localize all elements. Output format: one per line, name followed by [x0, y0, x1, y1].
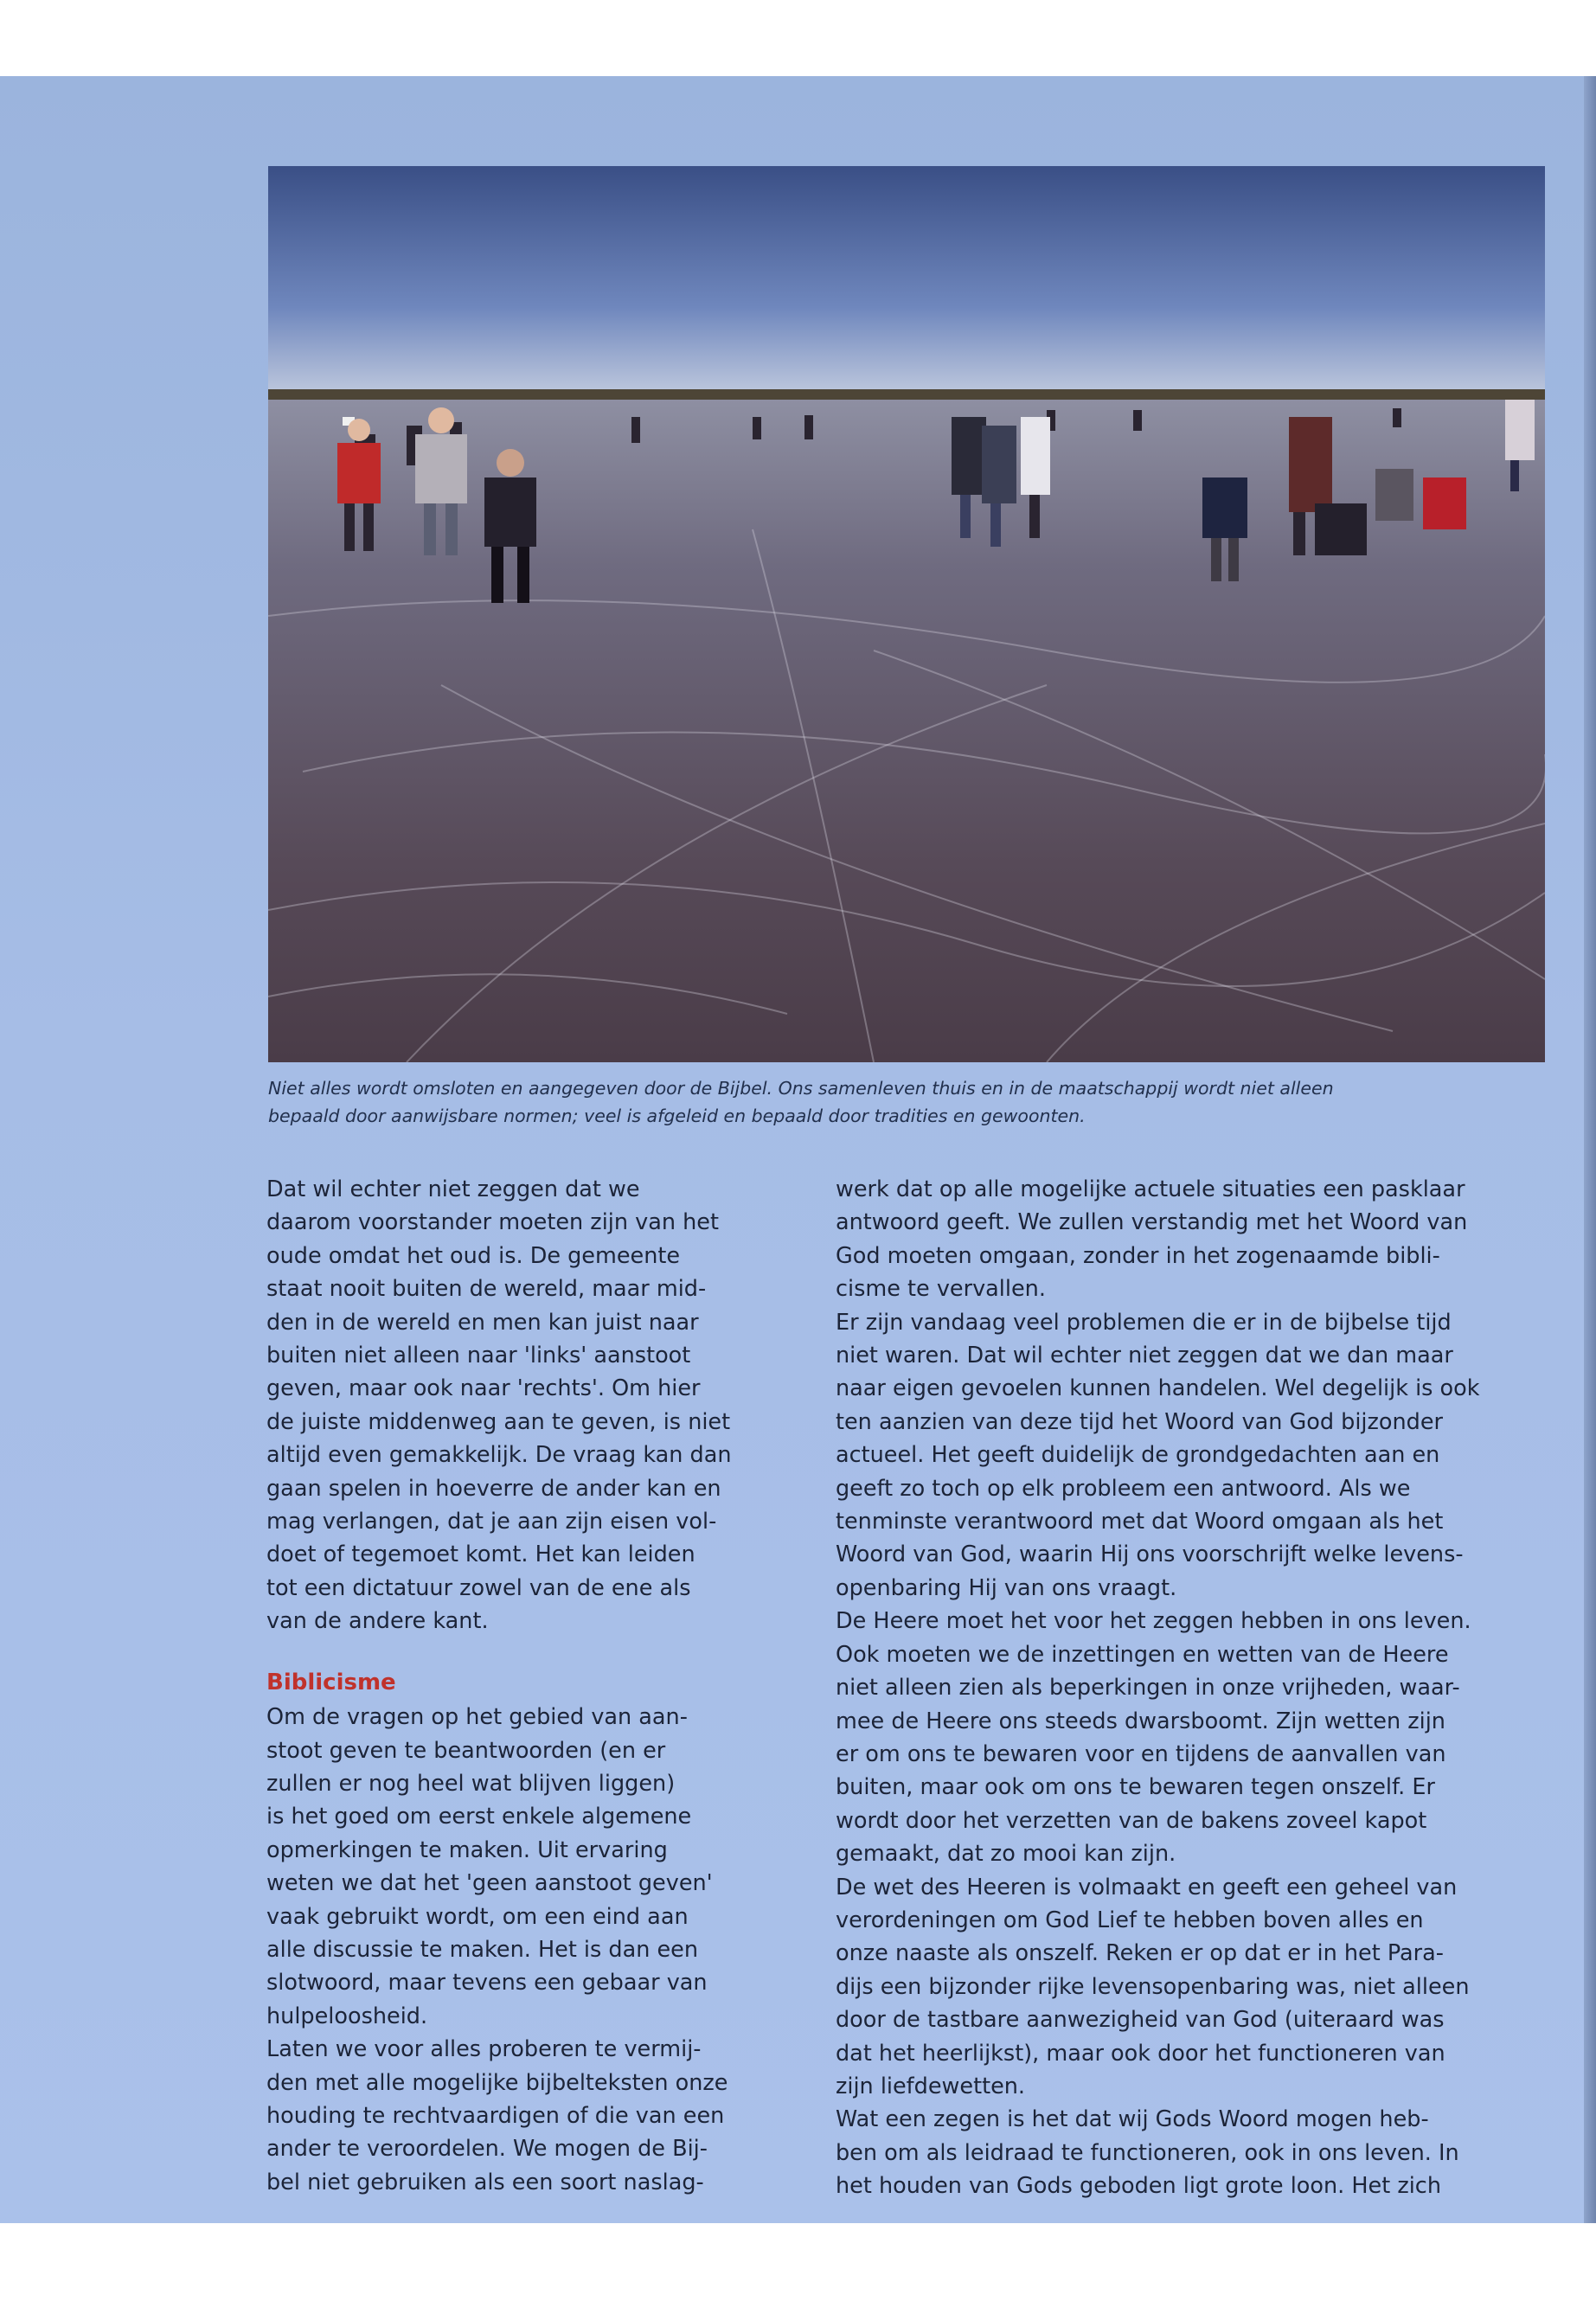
photo-caption [268, 1074, 1545, 1130]
text-line: antwoord geeft. We zullen verstandig met het Woord van [836, 1209, 1468, 1236]
text-line: oude omdat het oud is. De gemeente [266, 1242, 681, 1269]
text-line: gemaakt, dat zo mooi kan zijn. [836, 1841, 1176, 1868]
paragraph [836, 1605, 1538, 1870]
photo-illustration [268, 166, 1545, 1062]
text-line: actueel. Het geeft duidelijk de grondgedachten aan en [836, 1442, 1440, 1469]
text-line: is het goed om eerst enkele algemene [266, 1804, 692, 1830]
text-line: door de tastbare aanwezigheid van God (uiteraard was [836, 2007, 1445, 2034]
text-line: buiten, maar ook om ons te bewaren tegen onszelf. Er [836, 1774, 1435, 1801]
text-line: altijd even gemakkelijk. De vraag kan dan [266, 1442, 732, 1469]
text-line: stoot geven te beantwoorden (en er [266, 1737, 666, 1764]
text-line: mag verlangen, dat je aan zijn eisen vol- [266, 1509, 717, 1535]
text-line: er om ons te bewaren voor en tijdens de aanvallen van [836, 1740, 1446, 1767]
text-line: God moeten omgaan, zonder in het zogenaamde bibli- [836, 1242, 1440, 1269]
caption-line: bepaald door aanwijsbare normen; veel is afgeleid en bepaald door tradities en gewoonten. [268, 1106, 1086, 1126]
text-line: niet waren. Dat wil echter niet zeggen dat we dan maar [836, 1343, 1453, 1369]
paragraph [836, 1173, 1538, 1306]
paragraph [836, 1871, 1538, 2104]
text-line: cisme te vervallen. [836, 1276, 1046, 1303]
text-line: den in de wereld en men kan juist naar [266, 1309, 699, 1336]
text-line: staat nooit buiten de wereld, maar mid- [266, 1276, 707, 1303]
text-line: daarom voorstander moeten zijn van het [266, 1209, 719, 1236]
text-line: Ook moeten we de inzettingen en wetten van de Heere [836, 1641, 1449, 1668]
text-line: vaak gebruikt wordt, om een eind aan [266, 1903, 689, 1930]
right-text-column [836, 1173, 1538, 2203]
text-line: van de andere kant. [266, 1608, 489, 1635]
text-line: dijs een bijzonder rijke levensopenbaring was, niet alleen [836, 1973, 1470, 2000]
text-line: dat het heerlijkst), maar ook door het functioneren van [836, 2040, 1445, 2067]
text-line: de juiste middenweg aan te geven, is niet [266, 1408, 731, 1435]
text-line: openbaring Hij van ons vraagt. [836, 1574, 1177, 1601]
text-line: Dat wil echter niet zeggen dat we [266, 1176, 640, 1202]
text-line: Wat een zegen is het dat wij Gods Woord mogen heb- [836, 2106, 1429, 2133]
text-line: hulpeloosheid. [266, 2003, 428, 2029]
text-line: Laten we voor alles proberen te vermij- [266, 2036, 702, 2063]
ice-skating-photo [268, 166, 1545, 1062]
text-line: zullen er nog heel wat blijven liggen) [266, 1770, 676, 1797]
text-line: werk dat op alle mogelijke actuele situaties een pasklaar [836, 1176, 1465, 1202]
text-line: tot een dictatuur zowel van de ene als [266, 1574, 691, 1601]
text-line: onze naaste als onszelf. Reken er op dat er in het Para- [836, 1940, 1444, 1967]
text-line: Woord van God, waarin Hij ons voorschrijft welke levens- [836, 1541, 1464, 1568]
text-line: niet alleen zien als beperkingen in onze vrijheden, waar- [836, 1675, 1460, 1702]
paragraph [266, 1173, 785, 1638]
text-line: verordeningen om God Lief te hebben boven alles en [836, 1907, 1424, 1933]
text-line: zijn liefdewetten. [836, 2073, 1026, 2099]
caption-line: Niet alles wordt omsloten en aangegeven door de Bijbel. Ons samenleven thuis en in de maatschappij wordt niet alleen [268, 1078, 1334, 1099]
paragraph [836, 2103, 1538, 2202]
page-edge-shadow [1584, 76, 1596, 2223]
section-heading: Biblicisme [266, 1669, 396, 1695]
text-line: buiten niet alleen naar 'links' aanstoot [266, 1343, 691, 1369]
paragraph [266, 1701, 785, 2033]
text-line: opmerkingen te maken. Uit ervaring [266, 1836, 668, 1863]
text-line: houding te rechtvaardigen of die van een [266, 2102, 725, 2129]
left-text-column [266, 1173, 785, 2199]
text-line: ten aanzien van deze tijd het Woord van God bijzonder [836, 1408, 1443, 1435]
text-line: weten we dat het 'geen aanstoot geven' [266, 1870, 713, 1897]
text-line: het houden van Gods geboden ligt grote loon. Het zich [836, 2173, 1441, 2200]
text-line: De wet des Heeren is volmaakt en geeft een geheel van [836, 1874, 1458, 1900]
paragraph [266, 2033, 785, 2199]
text-line: alle discussie te maken. Het is dan een [266, 1936, 699, 1963]
paragraph [836, 1306, 1538, 1606]
text-line: geven, maar ook naar 'rechts'. Om hier [266, 1375, 701, 1402]
text-line: Om de vragen op het gebied van aan- [266, 1704, 688, 1731]
text-line: gaan spelen in hoeverre de ander kan en [266, 1475, 721, 1502]
text-line: De Heere moet het voor het zeggen hebben in ons leven. [836, 1608, 1471, 1635]
text-line: den met alle mogelijke bijbelteksten onze [266, 2069, 728, 2096]
text-line: mee de Heere ons steeds dwarsboomt. Zijn wetten zijn [836, 1708, 1445, 1734]
text-line: ben om als leidraad te functioneren, ook in ons leven. In [836, 2139, 1459, 2166]
text-line: ander te veroordelen. We mogen de Bij- [266, 2136, 708, 2163]
text-line: wordt door het verzetten van de bakens zoveel kapot [836, 1807, 1427, 1834]
text-line: Er zijn vandaag veel problemen die er in de bijbelse tijd [836, 1309, 1452, 1336]
text-line: bel niet gebruiken als een soort naslag- [266, 2169, 704, 2195]
text-line: slotwoord, maar tevens een gebaar van [266, 1970, 708, 1997]
text-line: geeft zo toch op elk probleem een antwoord. Als we [836, 1475, 1411, 1502]
text-line: naar eigen gevoelen kunnen handelen. Wel degelijk is ook [836, 1375, 1480, 1402]
text-line: tenminste verantwoord met dat Woord omgaan als het [836, 1509, 1444, 1535]
text-line: doet of tegemoet komt. Het kan leiden [266, 1541, 695, 1568]
